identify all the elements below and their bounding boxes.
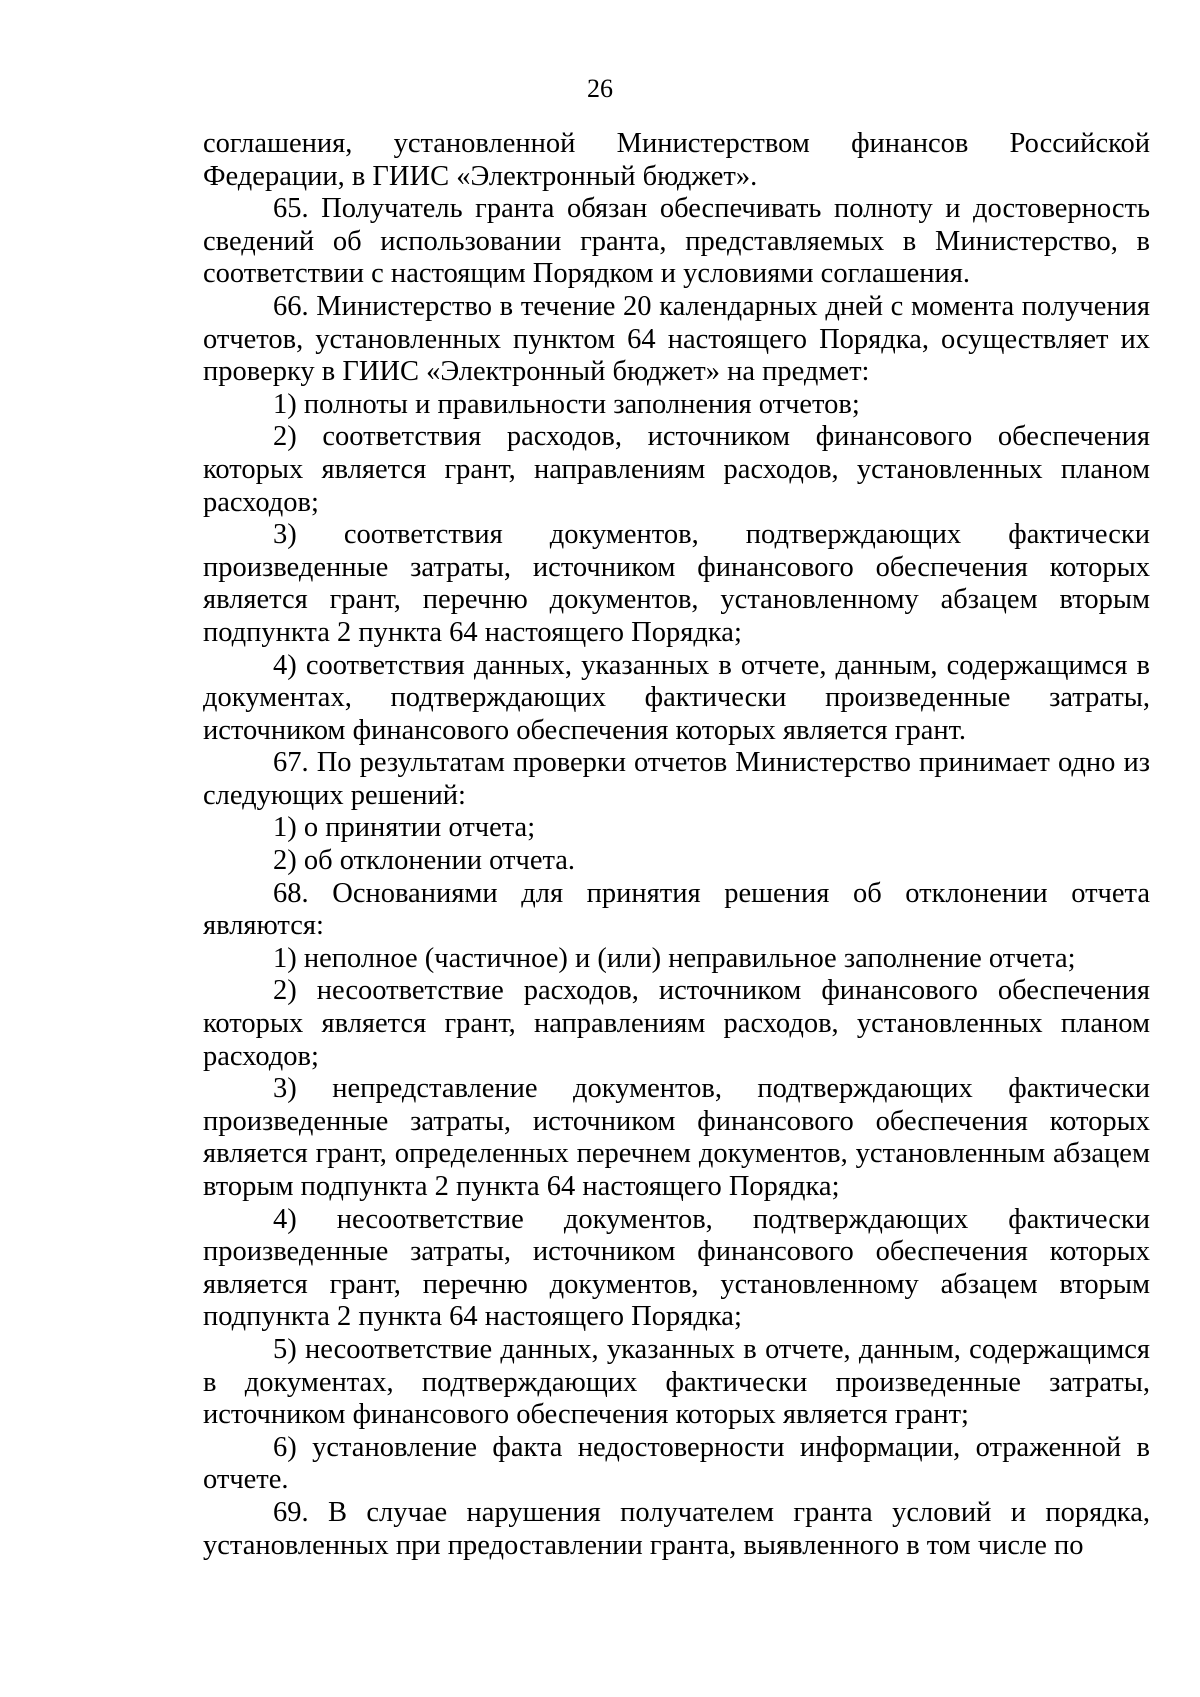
paragraph-66-item-1: 1) полноты и правильности заполнения отчетов; [273, 388, 860, 420]
paragraph-66-item-2: 2) соответствия расходов, источником финансового обеспечения которых является грант, направлениям расходов, установленных планом расходов; [203, 421, 1150, 518]
document-body [203, 128, 1150, 1562]
paragraph-66-item-4: 4) соответствия данных, указанных в отчете, данным, содержащимся в документах, подтверждающих фактически произведенные затраты, источником финансового обеспечения которых является грант. [203, 649, 1150, 746]
paragraph-69: 69. В случае нарушения получателем гранта условий и порядка, установленных при предоставлении гранта, выявленного в том числе по [203, 1496, 1150, 1561]
paragraph-67-item-1: 1) о принятии отчета; [273, 812, 536, 844]
paragraph-65: 65. Получатель гранта обязан обеспечивать полноту и достоверность сведений об использовании гранта, представляемых в Министерство, в соответствии с настоящим Порядком и условиями соглашения. [203, 193, 1150, 290]
paragraph-68-item-4: 4) несоответствие документов, подтверждающих фактически произведенные затраты, источником финансового обеспечения которых является грант, перечню документов, установленному абзацем вторым подпункта 2 пункта 64 настоящего Порядка; [203, 1203, 1150, 1333]
paragraph-68-item-1: 1) неполное (частичное) и (или) неправильное заполнение отчета; [273, 942, 1076, 974]
paragraph-68-item-6: 6) установление факта недостоверности информации, отраженной в отчете. [203, 1431, 1150, 1496]
paragraph-68-item-3: 3) непредставление документов, подтверждающих фактически произведенные затраты, источником финансового обеспечения которых является грант, определенных перечнем документов, установленным абзацем вторым подпункта 2 пункта 64 настоящего Порядка; [203, 1073, 1150, 1202]
paragraph-67: 67. По результатам проверки отчетов Министерство принимает одно из следующих решений: [203, 747, 1150, 811]
paragraph-68-item-5: 5) несоответствие данных, указанных в отчете, данным, содержащимся в документах, подтверждающих фактически произведенные затраты, источником финансового обеспечения которых является грант; [203, 1333, 1150, 1431]
paragraph-68-item-2: 2) несоответствие расходов, источником финансового обеспечения которых является грант, направлениям расходов, установленных планом расходов; [203, 975, 1150, 1072]
paragraph-66-item-3: 3) соответствия документов, подтверждающих фактически произведенные затраты, источником финансового обеспечения которых является грант, перечню документов, установленному абзацем вторым подпункта 2 пункта 64 настоящего Порядка; [203, 519, 1150, 648]
page-number: 26 [587, 74, 613, 103]
paragraph-67-item-2: 2) об отклонении отчета. [273, 845, 576, 877]
paragraph: соглашения, установленной Министерством финансов Российской Федерации, в ГИИС «Электронный бюджет». [203, 128, 1150, 192]
paragraph-66: 66. Министерство в течение 20 календарных дней с момента получения отчетов, установленных пунктом 64 настоящего Порядка, осуществляет их проверку в ГИИС «Электронный бюджет» на предмет: [203, 290, 1150, 388]
paragraph-68: 68. Основаниями для принятия решения об отклонении отчета являются: [203, 877, 1150, 942]
